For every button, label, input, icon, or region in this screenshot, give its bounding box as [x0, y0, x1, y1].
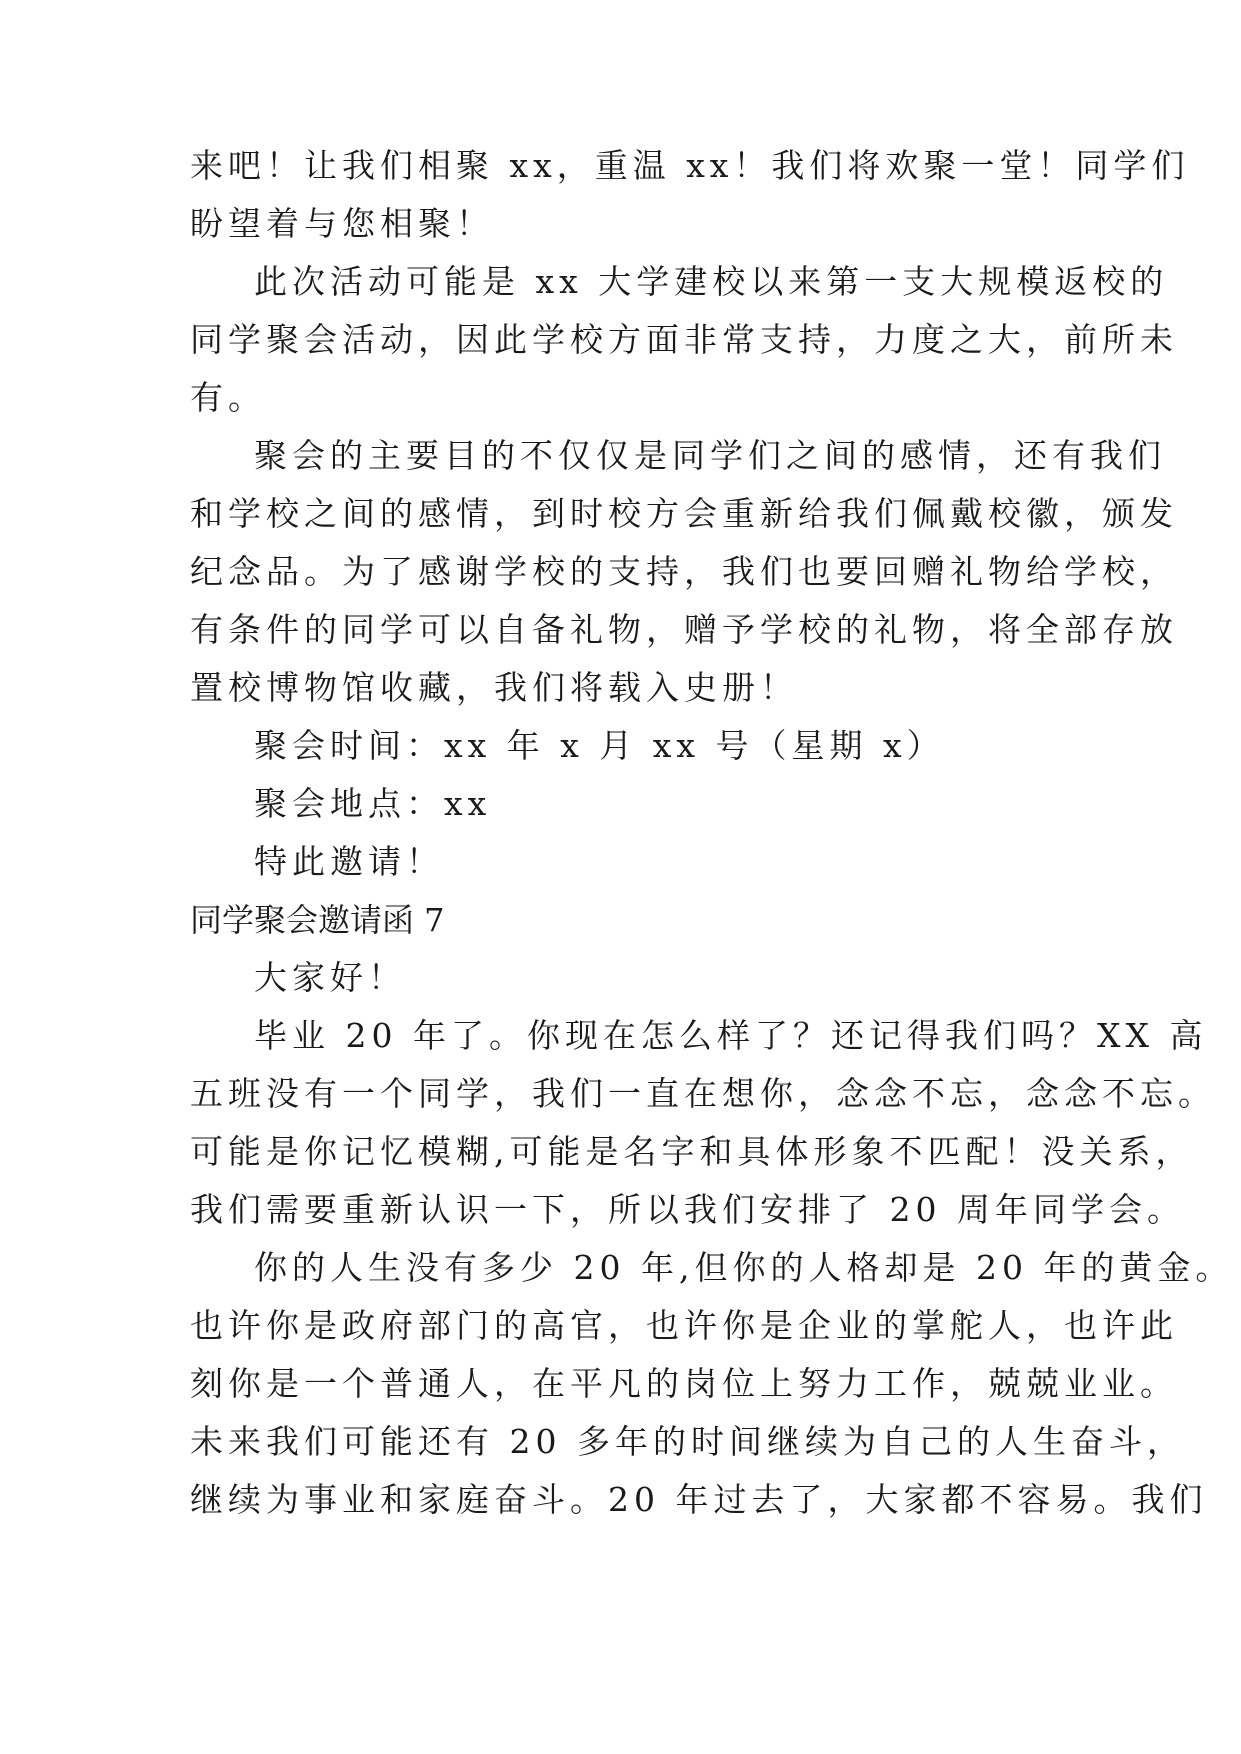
event-time: 聚会时间：xx 年 x 月 xx 号（星期 x）	[254, 726, 945, 765]
paragraph-start: 聚会的主要目的不仅仅是同学们之间的感情，还有我们	[254, 436, 1166, 475]
closing-line: 特此邀请！	[254, 842, 444, 881]
text-line: 五班没有一个同学，我们一直在想你，念念不忘，念念不忘。	[190, 1074, 1216, 1113]
text-line: 可能是你记忆模糊,可能是名字和具体形象不匹配！没关系，	[190, 1132, 1194, 1171]
text-line: 盼望着与您相聚！	[190, 204, 494, 243]
text-line: 有。	[190, 378, 266, 417]
text-line: 同学聚会活动，因此学校方面非常支持，力度之大，前所未	[190, 320, 1178, 359]
text-line: 纪念品。为了感谢学校的支持，我们也要回赠礼物给学校，	[190, 552, 1178, 591]
paragraph-start: 此次活动可能是 xx 大学建校以来第一支大规模返校的	[254, 262, 1169, 301]
text-line: 也许你是政府部门的高官，也许你是企业的掌舵人，也许此	[190, 1306, 1178, 1345]
section-heading: 同学聚会邀请函 7	[190, 901, 445, 939]
text-line: 我们需要重新认识一下，所以我们安排了 20 周年同学会。	[190, 1190, 1185, 1229]
greeting: 大家好！	[254, 958, 406, 997]
event-location: 聚会地点：xx	[254, 784, 492, 823]
text-line: 未来我们可能还有 20 多年的时间继续为自己的人生奋斗，	[190, 1422, 1185, 1461]
text-line: 刻你是一个普通人，在平凡的岗位上努力工作，兢兢业业。	[190, 1364, 1178, 1403]
paragraph-start: 你的人生没有多少 20 年,但你的人格却是 20 年的黄金。	[254, 1248, 1234, 1287]
paragraph-start: 毕业 20 年了。你现在怎么样了？还记得我们吗？XX 高	[254, 1016, 1208, 1055]
text-line: 继续为事业和家庭奋斗。20 年过去了，大家都不容易。我们	[190, 1480, 1208, 1519]
text-line: 和学校之间的感情，到时校方会重新给我们佩戴校徽，颁发	[190, 494, 1178, 533]
text-line: 置校博物馆收藏，我们将载入史册！	[190, 668, 798, 707]
text-line: 来吧！让我们相聚 xx，重温 xx！我们将欢聚一堂！同学们	[190, 146, 1190, 185]
text-line: 有条件的同学可以自备礼物，赠予学校的礼物，将全部存放	[190, 610, 1178, 649]
